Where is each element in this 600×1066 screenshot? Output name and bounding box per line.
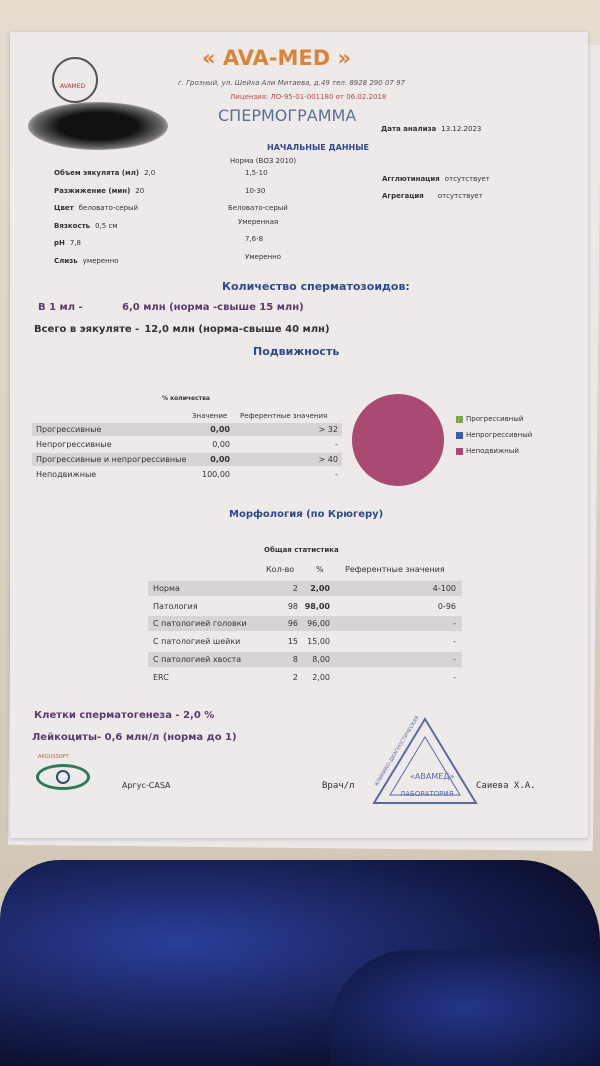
- morph-count: 2: [292, 672, 298, 682]
- logo-text: AVAMED: [60, 83, 86, 90]
- motility-ref: -: [335, 440, 338, 449]
- morph-ref: -: [453, 654, 456, 664]
- date-label: Дата анализа: [381, 125, 437, 133]
- morph-count: 96: [287, 619, 298, 629]
- initial-data-heading: НАЧАЛЬНЫЕ ДАННЫЕ: [267, 143, 369, 152]
- motility-value: 100,00: [202, 470, 230, 479]
- morph-label: Норма: [153, 584, 180, 593]
- aggregation-line: [382, 192, 483, 200]
- morphology-row: [148, 670, 462, 685]
- legend-label: Непрогрессивный: [466, 431, 533, 439]
- morphology-row: [148, 581, 462, 596]
- aggregation-label: Агрегация: [382, 192, 424, 200]
- motility-label: Непрогрессивные: [36, 440, 112, 449]
- morph-pct: 96,00: [307, 619, 330, 629]
- redacted-area: [28, 102, 168, 150]
- initial-row-norm: Умеренно: [245, 252, 282, 261]
- license: Лицензия: ЛО-95-01-001180 от 06.02.2018: [230, 93, 387, 101]
- initial-row-norm: Беловато-серый: [228, 204, 288, 212]
- motility-value: 0,00: [210, 455, 230, 464]
- total-value: 12,0 млн (норма-свыше 40 млн): [144, 324, 330, 335]
- legend-swatch: [456, 432, 463, 439]
- legend-label: Неподвижный: [466, 447, 519, 455]
- morph-ref: 0-96: [437, 601, 456, 611]
- brand-name: « AVA-MED »: [202, 46, 352, 70]
- morph-count: 15: [287, 637, 298, 647]
- morphology-row: [148, 634, 462, 649]
- doctor-name: Саиева Х.А.: [476, 781, 536, 791]
- morphology-row: [148, 616, 462, 631]
- motility-heading: Подвижность: [253, 345, 340, 358]
- initial-row-norm: 10-30: [245, 186, 266, 195]
- analysis-date-line: [381, 125, 481, 133]
- document-sheet: [10, 32, 588, 838]
- blue-fabric: [330, 950, 600, 1066]
- motility-ref: > 40: [318, 455, 338, 464]
- motility-subheading: % количества: [162, 395, 210, 402]
- morphology-heading: Морфология (по Крюгеру): [229, 509, 384, 520]
- motility-value: 0,00: [210, 425, 230, 434]
- initial-row-label: Слизь: [54, 256, 78, 265]
- morph-count: 98: [287, 601, 298, 611]
- morph-label: С патологией головки: [153, 619, 247, 629]
- initial-row-norm: 1,5-10: [245, 169, 268, 177]
- initial-row-value: 0,5 см: [95, 221, 118, 230]
- initial-row-value: 7,8: [69, 239, 82, 247]
- morphology-subheading: Общая статистика: [264, 546, 339, 554]
- total-label: Всего в эякуляте -: [34, 324, 140, 335]
- initial-row-label: pH: [54, 239, 65, 247]
- document-title: СПЕРМОГРАММА: [218, 106, 357, 125]
- motility-ref: -: [335, 470, 338, 479]
- pie-slice-immotile: [352, 394, 444, 486]
- morph-pct: 15,00: [307, 637, 330, 647]
- motility-row: [32, 423, 342, 436]
- clinic-logo: [52, 57, 98, 103]
- morph-label: Патология: [153, 601, 198, 611]
- agglutination-line: [382, 175, 490, 183]
- morph-ref: -: [453, 672, 456, 682]
- initial-row: [54, 222, 118, 230]
- morph-col-count: Кол-во: [266, 565, 295, 574]
- initial-row: [54, 204, 138, 212]
- software-name: Аргус-CASA: [122, 781, 171, 790]
- legend-swatch: [456, 416, 463, 423]
- initial-row-label: Объем эякулята (мл): [54, 169, 140, 177]
- initial-row-value: умеренно: [82, 256, 119, 265]
- clinic-address: г. Грозный, ул. Шейха Али Митаева, д.49 тел. 8928 290 07 97: [178, 79, 405, 87]
- motility-col-value: Значение: [192, 412, 228, 420]
- analysis-date: 13.12.2023: [441, 125, 482, 133]
- motility-pie-chart: [350, 392, 446, 488]
- morph-pct: 2,00: [310, 584, 330, 593]
- morph-label: ERC: [153, 672, 169, 682]
- morph-ref: -: [453, 619, 456, 629]
- initial-row-norm: Умеренная: [238, 217, 279, 226]
- motility-label: Неподвижные: [36, 470, 97, 479]
- motility-row: [32, 438, 342, 451]
- argus-eye-logo: [36, 764, 90, 790]
- initial-row-norm: 7,6-8: [245, 235, 264, 243]
- morphology-row: [148, 652, 462, 667]
- morph-col-pct: %: [316, 565, 324, 574]
- motility-row: [32, 468, 342, 481]
- morph-label: С патологией шейки: [153, 637, 241, 647]
- legend-swatch: [456, 448, 463, 455]
- morph-count: 8: [292, 654, 298, 664]
- per-ml-label: В 1 мл -: [38, 302, 83, 313]
- agglutination-value: отсутствует: [444, 175, 490, 183]
- motility-ref: > 32: [318, 425, 338, 434]
- initial-row-value: 2,0: [144, 169, 156, 177]
- morph-pct: 98,00: [304, 601, 330, 611]
- doctor-label: Врач/л: [322, 781, 355, 791]
- morph-ref: 4-100: [432, 584, 456, 593]
- initial-row-value: беловато-серый: [78, 204, 139, 212]
- agglutination-label: Агглютинация: [382, 175, 440, 183]
- spermatogenesis-cells: Клетки сперматогенеза - 2,0 %: [34, 710, 215, 721]
- stamp-bottom-text: ЛАБОРАТОРИЯ: [400, 790, 454, 798]
- motility-row: [32, 453, 342, 466]
- argus-logo-text: ARGUSSOFT: [38, 754, 69, 760]
- per-ml-value: 6,0 млн (норма -свыше 15 млн): [122, 302, 304, 313]
- initial-row: [54, 187, 144, 195]
- legend-label: Прогрессивный: [466, 415, 524, 423]
- morph-count: 2: [292, 584, 298, 593]
- total-line: [34, 324, 330, 335]
- initial-row: [54, 239, 81, 247]
- initial-row-label: Разжижение (мин): [54, 186, 131, 195]
- stamp-center-text: «АВАМЕД»: [410, 772, 455, 781]
- morph-label: С патологией хвоста: [153, 654, 242, 664]
- morph-ref: -: [453, 637, 456, 647]
- aggregation-value: отсутствует: [437, 192, 483, 200]
- initial-row-label: Вязкость: [54, 221, 91, 230]
- count-heading: Количество сперматозоидов:: [222, 280, 410, 293]
- motility-label: Прогрессивные и непрогрессивные: [36, 455, 187, 464]
- morph-col-ref: Референтные значения: [345, 565, 445, 574]
- morphology-row: [148, 599, 462, 614]
- stamp-top-text: КЛИНИКО-ДИАГНОСТИЧЕСКАЯ: [374, 715, 421, 788]
- initial-row: [54, 169, 155, 177]
- motility-label: Прогрессивные: [36, 425, 102, 434]
- motility-col-ref: Референтные значения: [240, 412, 328, 420]
- morph-pct: 8,00: [312, 654, 330, 664]
- initial-row-value: 20: [135, 186, 145, 195]
- initial-row: [54, 257, 119, 265]
- leukocytes: Лейкоциты- 0,6 млн/л (норма до 1): [32, 732, 237, 743]
- morph-pct: 2,00: [312, 672, 330, 682]
- motility-value: 0,00: [212, 440, 230, 449]
- initial-row-label: Цвет: [54, 204, 74, 212]
- norm-header: Норма (ВОЗ 2010): [230, 157, 297, 165]
